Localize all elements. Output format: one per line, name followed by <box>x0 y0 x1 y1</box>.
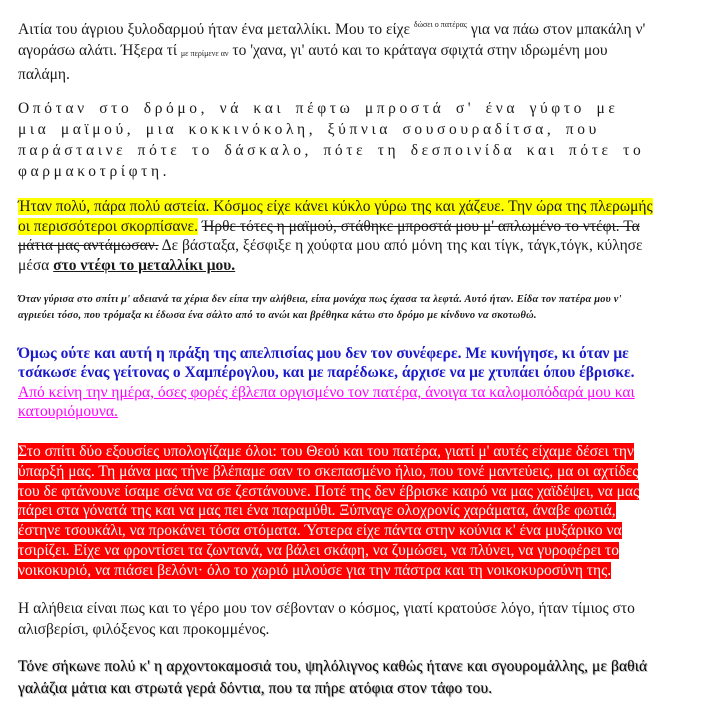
p1-text-b: για να πάω στον μπακάλη ν' αγοράσω αλάτι. Ήξερα τί <box>18 21 646 59</box>
paragraph-7-red-highlight <box>18 442 660 581</box>
p3-strikethrough-text: Ήρθε τότες η μαϊμού, στάθηκε μπροστά μου μ' απλωμένο το ντέφι. Τα μάτια μας αντάμωσαν. <box>18 217 640 255</box>
paragraph-9-shadowed: Τόνε σήκωνε πολύ κ' η αρχοντοκαμοσιά του, ψηλόλιγνος καθώς ήτανε και σγουρομάλλης, με βαθιά γαλάζια μάτια και στρωτά γερά δόντια, που τα πήρε ατόφια στον τάφο του. <box>18 657 648 697</box>
p3-plain-text: Δε βάσταξα, ξέσφιξε η χούφτα μου από μόνη της και τίγκ, τάγκ,τόγκ, κύλησε μέσα <box>18 237 643 274</box>
p1-subscript: με περίμενε αν <box>180 49 229 58</box>
paragraph-4-small-bold-italic: Όταν γύρισα στο σπίτι μ' αδειανά τα χέρια δεν είπα την αλήθεια, είπα μονάχα πως έχασα τα λεφτά. Αυτό ήταν. Είδα τον πατέρα μου ν' αγριεύει τόσο, που τρόμαξα κι έδωσα ένα σάλτο από το ανώι και βρέθηκα κάτω στο δρόμο με κίνδυνο να σκοτωθώ. <box>18 294 622 322</box>
document-page <box>18 14 660 700</box>
paragraph-2-spaced: Οπόταν στο δρόμο, νά και πέφτω μπροστά σ' ένα γύφτο με μια μαϊμού, μια κοκκινόκολη, ξύπνια σουσουραδίτσα, που παράσταινε πότε το δάσκαλο, πότε τη δεσποινίδα και πότε το φαρμακοτρίφτη. <box>18 100 645 180</box>
p1-text-c: το 'χανα, γι' αυτό και το κράταγα σφιχτά στην ιδρωμένη μου παλάμη. <box>18 42 608 83</box>
paragraph-6-magenta-underlined: Από κείνη την ημέρα, όσες φορές έβλεπα οργισμένο τον πατέρα, άνοιγα τα καλομοπόδαρά μου και κατουριόμουνα. <box>18 383 635 421</box>
p3-underlined-bold-text: στο ντέφι το μεταλλίκι μου. <box>53 256 236 274</box>
paragraph-5-bold-blue: Όμως ούτε και αυτή η πράξη της απελπισίας μου δεν τον συνέφερε. Με κυνήγησε, κι όταν με τσάκωσε ένας γείτονας ο Χαμπέρογλου, και με παρέδωκε, άρχισε να με χτυπάει όπου έβρισκε. <box>18 344 635 382</box>
p7-red-text: Στο σπίτι δύο εξουσίες υπολογίζαμε όλοι: του Θεού και του πατέρα, γιατί μ' αυτές είχαμε δέσει την ύπαρξή μας. Τη μάνα μας τήνε βλέπαμε σαν το σκεπασμένο ήλιο, που τονέ μαντεύεις, μα οι αχτίδες του δε φτάνουνε ίσαμε σένα να σε ζεστάνουνε. Ποτέ της δεν έβρισκε καιρό να μας χαϊδέψει, να μας πάρει στα γόνατά της και να μας πει ένα παραμύθι. Ξύπναγε ολοχρονίς χαράματα, άναβε φωτιά, έστηνε τσουκάλι, να προκάνει τόσα στόματα. Ύστερα είχε πάντα στην κούνια κ' ένα μυξάρικο να τσιρίζει. Είχε να φροντίσει τα ζωντανά, να βάλει σκάφη, να ζυμώσει, να πλύνει, να γυροφέρει το νοικοκυριό, να πιάσει βελόνι· όλο το χωριό μιλούσε για την πάστρα και τη νοικοκυροσύνη της. <box>18 442 640 579</box>
p1-superscript: δώσει ο πατέρας <box>413 20 467 29</box>
paragraph-3 <box>18 197 660 275</box>
p3-highlighted-text: Ήταν πολύ, πάρα πολύ αστεία. Κόσμος είχε κάνει κύκλο γύρω της και χάζευε. Την ώρα της πλερωμής οι περισσότεροι σκορπίσανε. <box>18 198 653 235</box>
paragraph-1 <box>18 14 660 85</box>
p1-text-a: Αιτία του άγριου ξυλοδαρμού ήταν ένα μεταλλίκι. Μου το είχε <box>18 21 414 38</box>
paragraph-8: Η αλήθεια είναι πως και το γέρο μου τον σέβονταν ο κόσμος, γιατί κρατούσε λόγο, ήταν τίμιος στο αλισβερίσι, φιλόξενος και προκομμένος. <box>18 599 635 639</box>
